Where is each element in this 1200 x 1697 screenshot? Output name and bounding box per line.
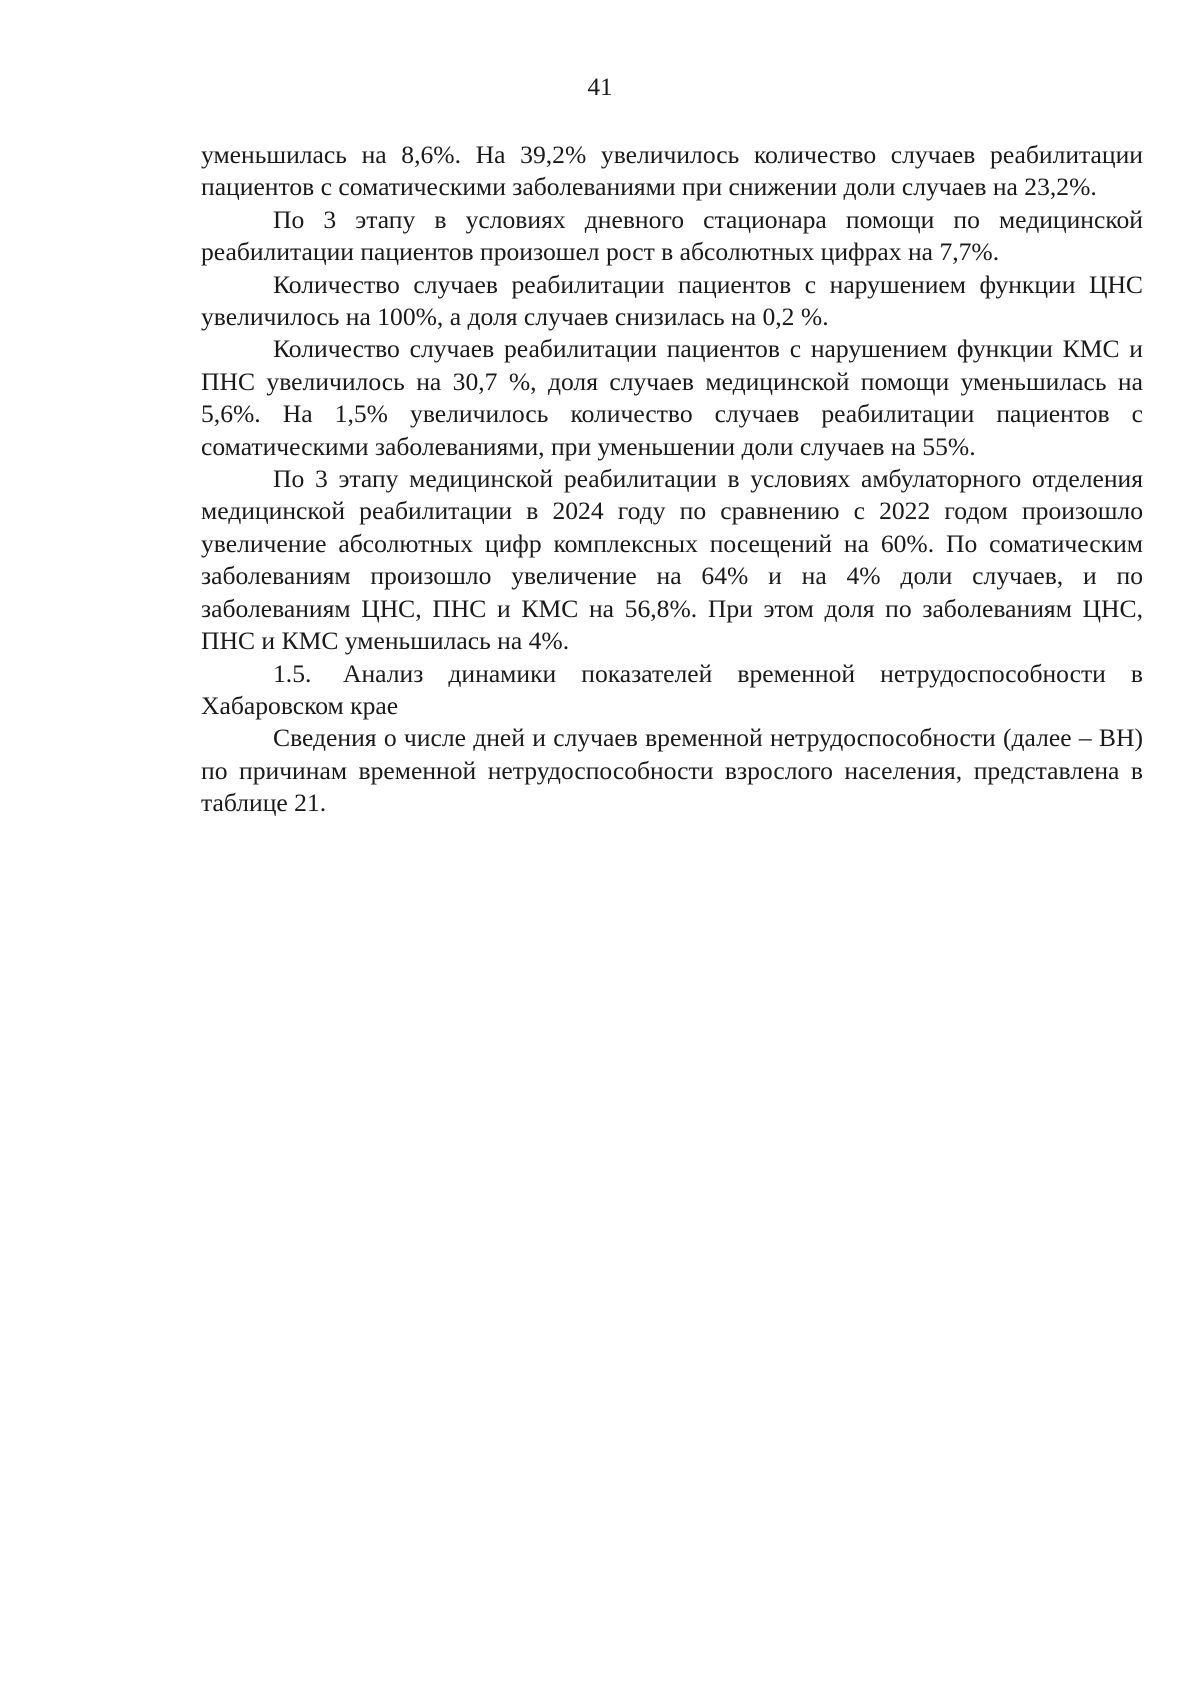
paragraph-cns: Количество случаев реабилитации пациентов с нарушением функции ЦНС увеличилось на 100%, а доля случаев снизилась на 0,2 %. [201, 269, 1143, 332]
paragraph-continuation: уменьшилась на 8,6%. На 39,2% увеличилось количество случаев реабилитации пациентов с соматическими заболеваниями при снижении доли случаев на 23,2%. [201, 140, 1143, 202]
paragraph-day-hospital: По 3 этапу в условиях дневного стационара помощи по медицинской реабилитации пациентов произошел рост в абсолютных цифрах на 7,7%. [201, 204, 1143, 267]
paragraph-table-reference: Сведения о числе дней и случаев временной нетрудоспособности (далее – ВН) по причинам временной нетрудоспособности взрослого населения, представлена в таблице 21. [201, 723, 1143, 818]
paragraph-outpatient: По 3 этапу медицинской реабилитации в условиях амбулаторного отделения медицинской реабилитации в 2024 году по сравнению с 2022 годом произошло увеличение абсолютных цифр комплексных посещений на 60%. По соматическим заболеваниям произошло увеличение на 64% и на 4% доли случаев, и по заболеваниям ЦНС, ПНС и КМС на 56,8%. При этом доля по заболеваниям ЦНС, ПНС и КМС уменьшилась на 4%. [201, 464, 1143, 656]
section-number: 1.5. [273, 658, 312, 688]
page-number: 41 [587, 74, 613, 101]
section-heading [201, 658, 1143, 723]
paragraph-kms-pns: Количество случаев реабилитации пациентов с нарушением функции КМС и ПНС увеличилось на 30,7 %, доля случаев медицинской помощи уменьшилась на 5,6%. На 1,5% увеличилось количество случаев реабилитации пациентов с соматическими заболеваниями, при уменьшении доли случаев на 55%. [201, 334, 1143, 461]
document-body [201, 139, 1143, 820]
section-title: Анализ динамики показателей временной нетрудоспособности в Хабаровском крае [201, 658, 1143, 720]
